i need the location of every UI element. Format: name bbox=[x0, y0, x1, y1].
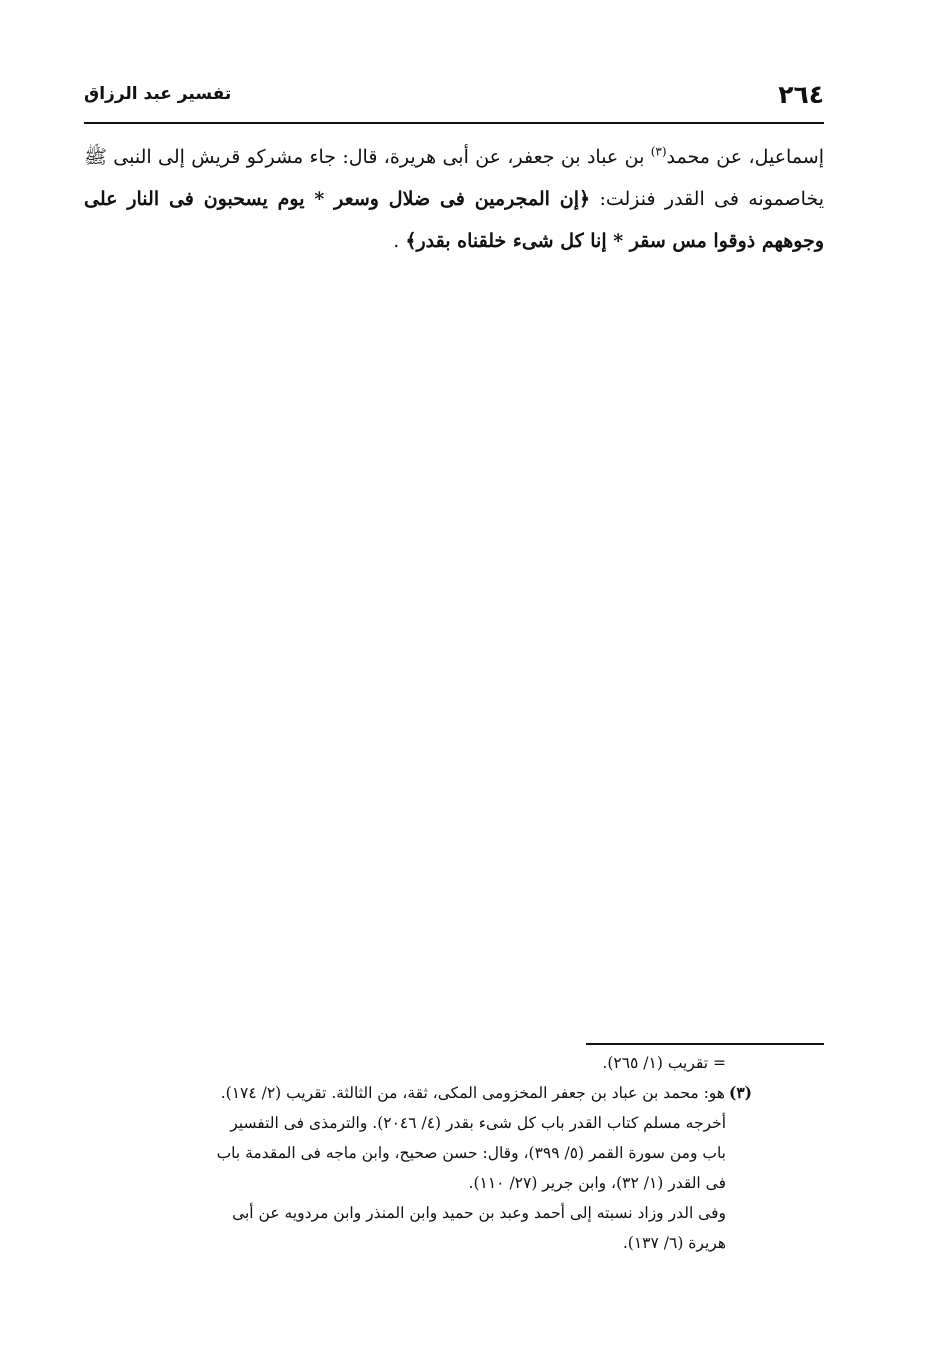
main-text-part2: بن عباد بن جعفر، عن أبى هريرة، قال: جاء مشركو قريش إلى النبى ﷺ يخاصمونه فى القدر فنزلت: bbox=[84, 146, 824, 210]
footnote-3-line-6: هريرة (٦/ ١٣٧). bbox=[622, 1234, 726, 1252]
main-text-part1: إسماعيل، عن محمد bbox=[666, 146, 825, 168]
footnote-3-number: (٣) bbox=[728, 1083, 752, 1102]
footnote-continuation: = تقريب (١/ ٢٦٥). bbox=[602, 1054, 726, 1072]
footnote-marker-3: (٣) bbox=[650, 144, 667, 159]
main-text-end: . bbox=[393, 230, 406, 252]
footnote-3-line-3: باب ومن سورة القمر (٥/ ٣٩٩)، وقال: حسن صحيح، وابن ماجه فى المقدمة باب bbox=[216, 1144, 726, 1162]
footnote-3-line-4: فى القدر (١/ ٣٢)، وابن جرير (٢٧/ ١١٠). bbox=[468, 1174, 726, 1192]
running-title: تفسير عبد الرزاق bbox=[84, 84, 232, 104]
footnote-3-text-1: هو: محمد بن عباد بن جعفر المخزومى المكى، ثقة، من الثالثة. تقريب (٢/ ١٧٤). bbox=[220, 1084, 725, 1102]
quran-verse: ﴿إن المجرمين فى ضلال وسعر * يوم يسحبون فى النار على وجوههم ذوقوا مس سقر * إنا كل شىء خلقناه بقدر﴾ bbox=[84, 188, 824, 252]
footnote-3-line-2: أخرجه مسلم كتاب القدر باب كل شىء بقدر (٤/ ٢٠٤٦). والترمذى فى التفسير bbox=[230, 1114, 726, 1132]
header-divider bbox=[84, 122, 824, 124]
footnote-divider bbox=[586, 1043, 824, 1045]
footnotes-section bbox=[84, 1048, 752, 1258]
main-text-paragraph bbox=[84, 136, 824, 262]
page-header bbox=[84, 80, 824, 116]
footnote-3-line-1 bbox=[84, 1078, 752, 1108]
footnote-3-line-5: وفى الدر وزاد نسبته إلى أحمد وعبد بن حميد وابن المنذر وابن مردويه عن أبى bbox=[232, 1204, 726, 1222]
page-number: ٢٦٤ bbox=[778, 80, 824, 109]
